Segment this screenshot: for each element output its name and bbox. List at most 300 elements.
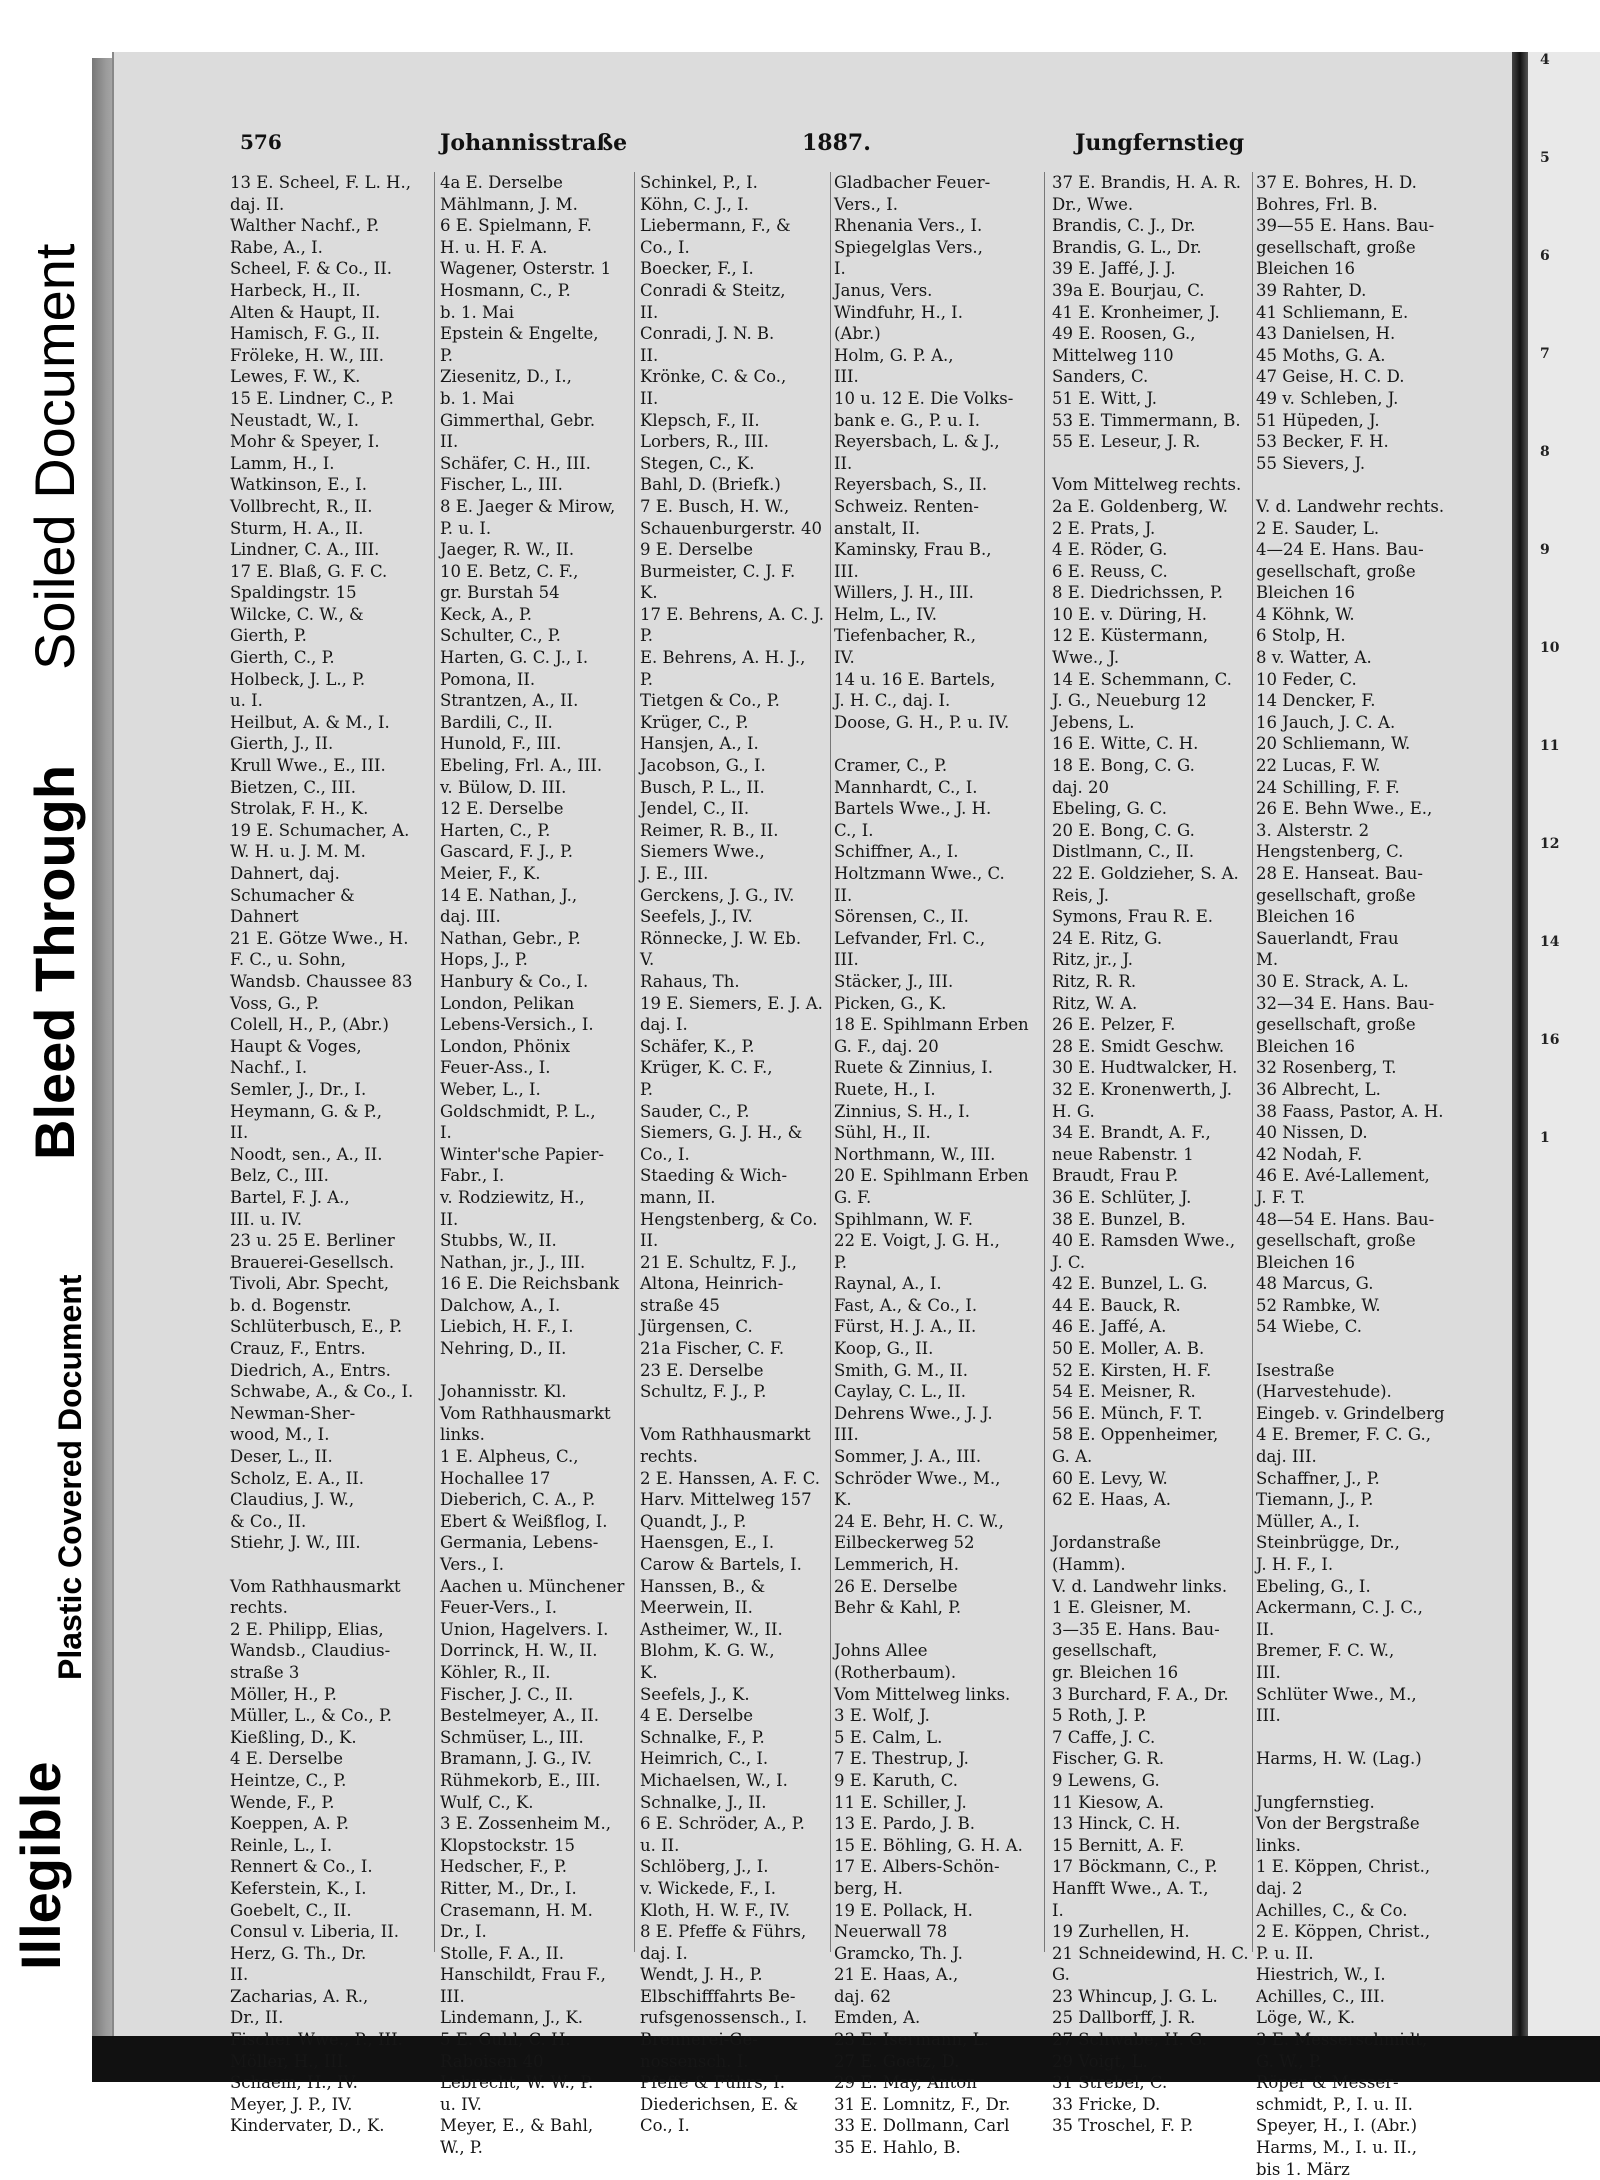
directory-line: Reimer, R. B., II. bbox=[640, 820, 779, 840]
directory-line: Caylay, C. L., II. bbox=[834, 1382, 967, 1402]
directory-line: 40 E. Ramsden Wwe., bbox=[1052, 1231, 1236, 1251]
directory-line: 54 E. Meisner, R. bbox=[1052, 1382, 1196, 1402]
directory-line: II. bbox=[440, 432, 459, 452]
directory-line: Wilcke, C. W., & bbox=[230, 604, 364, 624]
directory-line: Fast, A., & Co., I. bbox=[834, 1295, 978, 1315]
directory-line: London, Phönix bbox=[440, 1036, 571, 1056]
directory-line: Stäcker, J., III. bbox=[834, 971, 954, 991]
directory-line: Bardili, C., II. bbox=[440, 712, 553, 732]
directory-line: Helm, L., IV. bbox=[834, 604, 938, 624]
document-condition-stamp bbox=[0, 0, 92, 2177]
directory-line: Nathan, Gebr., P. bbox=[440, 928, 581, 948]
directory-line: Sauerlandt, Frau bbox=[1256, 928, 1399, 948]
directory-line: Steinbrügge, Dr., bbox=[1256, 1533, 1400, 1553]
directory-line: Achilles, C., III. bbox=[1256, 1986, 1385, 2006]
plastic-covered-label: Plastic Covered Document bbox=[52, 1274, 88, 1680]
directory-line: Hengstenberg, & Co. bbox=[640, 1209, 818, 1229]
directory-line: Dehrens Wwe., J. J. bbox=[834, 1403, 993, 1423]
directory-line: Goldschmidt, P. L., bbox=[440, 1101, 596, 1121]
directory-line: gesellschaft, große bbox=[1256, 885, 1416, 905]
directory-line: Klepsch, F., II. bbox=[640, 410, 760, 430]
directory-line: 19 E. Schumacher, A. bbox=[230, 820, 410, 840]
directory-line: I. bbox=[1052, 1900, 1064, 1920]
directory-line: Ruete & Zinnius, I. bbox=[834, 1058, 994, 1078]
directory-line: Ebeling, G. C. bbox=[1052, 799, 1167, 819]
directory-line: 41 Schliemann, E. bbox=[1256, 302, 1409, 322]
directory-line: Vom Rathhausmarkt bbox=[440, 1403, 611, 1423]
directory-line: Dahnert, daj. bbox=[230, 864, 340, 883]
directory-line: 28 E. Hanseat. Bau- bbox=[1256, 864, 1423, 883]
directory-line: 22 Lucas, F. W. bbox=[1256, 756, 1381, 776]
column-rule bbox=[634, 172, 635, 1952]
directory-line: P. bbox=[440, 345, 454, 365]
directory-line: 35 Troschel, F. P. bbox=[1052, 2116, 1194, 2136]
directory-line: Busch, P. L., II. bbox=[640, 777, 765, 797]
directory-line: Löge, W., K. bbox=[1256, 2008, 1356, 2028]
directory-line: Heymann, G. & P., bbox=[230, 1101, 382, 1121]
directory-line: III. bbox=[834, 1425, 859, 1445]
directory-line: Zacharias, A. R., bbox=[230, 1986, 369, 2006]
margin-number: 12 bbox=[1540, 836, 1560, 852]
directory-line: Schäfer, C. H., III. bbox=[440, 453, 591, 473]
directory-line: Blohm, K. G. W., bbox=[640, 1641, 775, 1661]
directory-line: 56 E. Münch, F. T. bbox=[1052, 1403, 1203, 1423]
directory-line: daj. 20 bbox=[1052, 777, 1110, 797]
directory-line: Ziesenitz, D., I., bbox=[440, 367, 572, 387]
directory-line: Möller, H., P. bbox=[230, 1684, 337, 1704]
directory-line: K. bbox=[640, 1662, 658, 1682]
directory-line: Aachen u. Münchener bbox=[440, 1576, 625, 1596]
directory-line: Dalchow, A., I. bbox=[440, 1295, 561, 1315]
directory-line: 51 E. Witt, J. bbox=[1052, 388, 1158, 408]
directory-line: 4 E. Röder, G. bbox=[1052, 540, 1168, 560]
directory-line: K. bbox=[640, 583, 658, 603]
directory-line: 27 E. Goetz, D. bbox=[834, 2051, 960, 2071]
directory-line: Zinnius, S. H., I. bbox=[834, 1101, 970, 1121]
directory-line: Keferstein, K., I. bbox=[230, 1878, 367, 1898]
directory-column-1 bbox=[230, 172, 430, 2136]
directory-line: III. bbox=[834, 950, 859, 970]
directory-line: Crasemann, H. M. bbox=[440, 1900, 593, 1920]
directory-line: wood, M., I. bbox=[230, 1425, 330, 1445]
directory-line: I. bbox=[834, 259, 846, 279]
directory-line: G. W., P. bbox=[1256, 2051, 1322, 2071]
directory-line: 42 E. Bunzel, L. G. bbox=[1052, 1274, 1208, 1294]
directory-line: Bleichen 16 bbox=[1256, 583, 1355, 603]
directory-line bbox=[834, 1619, 1034, 1641]
directory-line: Astheimer, W., II. bbox=[640, 1619, 783, 1639]
column-rule bbox=[830, 172, 831, 1952]
directory-line: Kloth, H. W. F., IV. bbox=[640, 1900, 791, 1920]
directory-line: Wende, F., P. bbox=[230, 1792, 335, 1812]
directory-line: Meier, F., K. bbox=[440, 864, 541, 883]
directory-line: Bleichen 16 bbox=[1256, 907, 1355, 927]
directory-line: 22 E. Goldzieher, S. A. bbox=[1052, 864, 1239, 883]
directory-line: Vom Mittelweg rechts. bbox=[1052, 475, 1242, 495]
directory-line: 55 E. Leseur, J. R. bbox=[1052, 432, 1201, 452]
directory-line: M. bbox=[1256, 950, 1279, 970]
directory-line: Feuer-Vers., I. bbox=[440, 1598, 557, 1618]
directory-line: Köhn, C. J., I. bbox=[640, 194, 749, 214]
directory-line: Bohres, Frl. B. bbox=[1256, 194, 1378, 214]
directory-line: Müller, A., I. bbox=[1256, 1511, 1360, 1531]
directory-line: links. bbox=[1256, 1835, 1301, 1855]
directory-line: Fröleke, H. W., III. bbox=[230, 345, 385, 365]
directory-line: 26 E. Pelzer, F. bbox=[1052, 1015, 1176, 1035]
directory-line: Fischer, L., III. bbox=[440, 475, 563, 495]
directory-line: Sörensen, C., II. bbox=[834, 907, 969, 927]
directory-line: Hochallee 17 bbox=[440, 1468, 551, 1488]
directory-line: Isestraße bbox=[1256, 1360, 1335, 1380]
directory-line: 5 E. Guhl, C. H. bbox=[440, 2030, 571, 2050]
directory-line: Neustadt, W., I. bbox=[230, 410, 360, 430]
directory-line: Northmann, W., III. bbox=[834, 1144, 996, 1164]
directory-line: 10 E. Betz, C. F., bbox=[440, 561, 579, 581]
directory-line: Ebeling, Frl. A., III. bbox=[440, 756, 603, 776]
directory-line: Symons, Frau R. E. bbox=[1052, 907, 1214, 927]
directory-line: Burmeister, C. J. F. bbox=[640, 561, 796, 581]
directory-line: Willers, J. H., III. bbox=[834, 583, 974, 603]
directory-line: Consul v. Liberia, II. bbox=[230, 1922, 399, 1942]
directory-line: Heintze, C., P. bbox=[230, 1770, 347, 1790]
directory-line: Von der Bergstraße bbox=[1256, 1814, 1420, 1834]
directory-line: Jordanstraße bbox=[1052, 1533, 1162, 1553]
directory-line: G. F. bbox=[834, 1187, 872, 1207]
directory-line: (Harvestehude). bbox=[1256, 1382, 1392, 1402]
directory-line: Rabe, A., I. bbox=[230, 237, 323, 257]
directory-line: 19 E. Pollack, H. bbox=[834, 1900, 973, 1920]
directory-line: Koeppen, A. P. bbox=[230, 1814, 349, 1834]
directory-line: Krull Wwe., E., III. bbox=[230, 756, 386, 776]
directory-line: Heilbut, A. & M., I. bbox=[230, 712, 390, 732]
directory-line: gesellschaft, große bbox=[1256, 1015, 1416, 1035]
directory-line bbox=[1256, 1338, 1456, 1360]
directory-line: 11 Kiesow, A. bbox=[1052, 1792, 1164, 1812]
directory-line: Fischer, G. R. bbox=[1052, 1749, 1165, 1769]
directory-line: 2 E. Hanssen, A. F. C. bbox=[640, 1468, 821, 1488]
directory-line: 47 Geise, H. C. D. bbox=[1256, 367, 1405, 387]
directory-line: J. H. C., daj. I. bbox=[834, 691, 951, 711]
directory-line: H. u. H. F. A. bbox=[440, 237, 548, 257]
directory-line: 8 E. Diedrichssen, P. bbox=[1052, 583, 1223, 603]
directory-line: P. bbox=[640, 669, 654, 689]
directory-line: 3. Alsterstr. 2 bbox=[1256, 820, 1370, 840]
directory-line: nossensch. I. bbox=[640, 2051, 749, 2071]
directory-line: gesellschaft, große bbox=[1256, 237, 1416, 257]
directory-line: Seefels, J., IV. bbox=[640, 907, 753, 927]
directory-line: Wulf, C., K. bbox=[440, 1792, 534, 1812]
directory-line: 43 Danielsen, H. bbox=[1256, 324, 1396, 344]
directory-line: 37 E. Bohres, H. D. bbox=[1256, 173, 1417, 192]
directory-line: Jürgensen, C. bbox=[640, 1317, 753, 1337]
directory-line: V. d. Landwehr links. bbox=[1052, 1576, 1228, 1596]
directory-line: 21 E. Haas, A., bbox=[834, 1965, 959, 1985]
directory-line: 46 E. Jaffé, A. bbox=[1052, 1317, 1167, 1337]
right-street-heading: Jungfernstieg bbox=[1075, 130, 1245, 156]
directory-line: 36 Albrecht, L. bbox=[1256, 1079, 1381, 1099]
directory-line: Bietzen, C., III. bbox=[230, 777, 356, 797]
directory-line: Hunold, F., III. bbox=[440, 734, 562, 754]
directory-line: 17 E. Behrens, A. C. J. bbox=[640, 604, 825, 624]
directory-line: Alten & Haupt, II. bbox=[230, 302, 381, 322]
directory-line: Conradi, J. N. B. bbox=[640, 324, 775, 344]
directory-line: 35 E. Hahlo, B. bbox=[834, 2138, 961, 2158]
directory-line: Schaffner, J., P. bbox=[1256, 1468, 1380, 1488]
directory-line: daj. II. bbox=[230, 194, 285, 214]
directory-line: mann, II. bbox=[640, 1187, 716, 1207]
directory-line: 48—54 E. Hans. Bau- bbox=[1256, 1209, 1435, 1229]
directory-line: G. F., daj. 20 bbox=[834, 1036, 939, 1056]
directory-line: IV. bbox=[834, 648, 855, 668]
directory-line: Reis, J. bbox=[1052, 885, 1110, 905]
directory-line: Bahl, D. (Briefk.) bbox=[640, 475, 781, 495]
page-gutter bbox=[1512, 52, 1528, 2037]
directory-line: 55 Sievers, J. bbox=[1256, 453, 1366, 473]
directory-line: Hanfft Wwe., A. T., bbox=[1052, 1878, 1209, 1898]
directory-line: 23 Whincup, J. G. L. bbox=[1052, 1986, 1218, 2006]
directory-line: Brandis, G. L., Dr. bbox=[1052, 237, 1202, 257]
directory-line: Meyer, E., & Bahl, bbox=[440, 2116, 594, 2136]
directory-line: 19 E. Siemers, E. J. A. bbox=[640, 993, 823, 1013]
directory-line: 4 E. Derselbe bbox=[230, 1749, 343, 1769]
directory-line: Harms, M., I. u. II., bbox=[1256, 2138, 1417, 2158]
directory-line: Co., I. bbox=[640, 1144, 690, 1164]
directory-line: Brennerei-Ge- bbox=[640, 2030, 758, 2050]
directory-line: Diederichsen, E. & bbox=[640, 2094, 799, 2114]
directory-line: Wandsb., Claudius- bbox=[230, 1641, 391, 1661]
directory-line: 60 E. Levy, W. bbox=[1052, 1468, 1168, 1488]
directory-line: Gramcko, Th. J. bbox=[834, 1943, 963, 1963]
directory-line: (Abr.) bbox=[834, 324, 881, 344]
directory-line: 32 Rosenberg, T. bbox=[1256, 1058, 1397, 1078]
directory-line: Lindner, C. A., III. bbox=[230, 540, 380, 560]
directory-line: 12 E. Derselbe bbox=[440, 799, 564, 819]
directory-line: V. bbox=[640, 950, 655, 970]
directory-line: Ruete, H., I. bbox=[834, 1079, 936, 1099]
directory-line: Bartel, F. J. A., bbox=[230, 1187, 350, 1207]
directory-line: III. bbox=[440, 1986, 465, 2006]
directory-line: Lebrecht, W. W., P. bbox=[440, 2073, 594, 2093]
directory-line: Krüger, C., P. bbox=[640, 712, 749, 732]
directory-line: Siemers, G. J. H., & bbox=[640, 1123, 803, 1143]
directory-line: Schumacher & bbox=[230, 885, 355, 905]
directory-column-5 bbox=[1052, 172, 1250, 2136]
directory-line: 9 Lewens, G. bbox=[1052, 1770, 1160, 1790]
directory-line: Harten, G. C. J., I. bbox=[440, 648, 589, 668]
directory-line: 39a E. Bourjau, C. bbox=[1052, 280, 1205, 300]
directory-line: Colell, H., P., (Abr.) bbox=[230, 1015, 389, 1035]
directory-line: 34 E. Brandt, A. F., bbox=[1052, 1123, 1211, 1143]
directory-line: 42 Nodah, F. bbox=[1256, 1144, 1363, 1164]
directory-line: Haensgen, E., I. bbox=[640, 1533, 775, 1553]
directory-line: 1 E. Alpheus, C., bbox=[440, 1447, 579, 1467]
directory-line: Hansjen, A., I. bbox=[640, 734, 759, 754]
directory-line: Jebens, L. bbox=[1052, 712, 1135, 732]
directory-line: 23 u. 25 E. Berliner bbox=[230, 1231, 395, 1251]
directory-line: Schlöberg, J., I. bbox=[640, 1857, 769, 1877]
directory-line: 1 E. Köppen, Christ., bbox=[1256, 1857, 1431, 1877]
directory-line: b. d. Bogenstr. bbox=[230, 1295, 352, 1315]
directory-line: Liebich, H. F., I. bbox=[440, 1317, 574, 1337]
directory-line: Quandt, J., P. bbox=[640, 1511, 747, 1531]
directory-line: G. bbox=[1052, 1965, 1070, 1985]
directory-line: Stegen, C., K. bbox=[640, 453, 755, 473]
directory-line: Ritter, M., Dr., I. bbox=[440, 1878, 577, 1898]
directory-line: Bestelmeyer, A., II. bbox=[440, 1706, 600, 1726]
directory-line: Stiehr, J. W., III. bbox=[230, 1533, 361, 1553]
directory-line: 4—24 E. Hans. Bau- bbox=[1256, 540, 1424, 560]
directory-line: Sauder, C., P. bbox=[640, 1101, 750, 1121]
margin-number: 14 bbox=[1540, 934, 1560, 950]
directory-column-2 bbox=[440, 172, 630, 2158]
directory-line: 5 E. Calm, L. bbox=[834, 1727, 943, 1747]
directory-line: 39—55 E. Hans. Bau- bbox=[1256, 216, 1435, 236]
directory-line: b. 1. Mai bbox=[440, 302, 515, 322]
directory-line: C., I. bbox=[834, 820, 874, 840]
directory-line: 29 Voigt, L. bbox=[1052, 2051, 1148, 2071]
directory-line: W. H. u. J. M. M. bbox=[230, 842, 366, 862]
directory-line: Boecker, F., I. bbox=[640, 259, 754, 279]
directory-line: 24 E. Behr, H. C. W., bbox=[834, 1511, 1004, 1531]
directory-line bbox=[640, 1403, 828, 1425]
directory-line: W., P. bbox=[440, 2138, 483, 2158]
directory-line: (Hamm). bbox=[1052, 1555, 1126, 1574]
directory-line: Mohr & Speyer, I. bbox=[230, 432, 380, 452]
directory-line: gesellschaft, große bbox=[1256, 561, 1416, 581]
directory-line: links. bbox=[440, 1425, 485, 1445]
directory-line bbox=[834, 733, 1034, 755]
directory-line: u. IV. bbox=[440, 2094, 482, 2114]
directory-line: 15 E. Lindner, C., P. bbox=[230, 388, 394, 408]
directory-line: 22 E. Voigt, J. G. H., bbox=[834, 1231, 1000, 1251]
directory-line: Schmüser, L., III. bbox=[440, 1727, 584, 1747]
directory-line: Hosmann, C., P. bbox=[440, 280, 571, 300]
facing-page-margin-numbers bbox=[1540, 52, 1600, 2037]
directory-line: Tiefenbacher, R., bbox=[834, 626, 977, 646]
margin-number: 1 bbox=[1540, 1130, 1550, 1146]
directory-line: Holbeck, J. L., P. bbox=[230, 669, 366, 689]
directory-line: Sühl, H., II. bbox=[834, 1123, 931, 1143]
directory-line: Schaem, H., IV. bbox=[230, 2073, 358, 2093]
directory-line: 3 E. Wolf, J. bbox=[834, 1706, 930, 1726]
directory-line: 31 E. Lomnitz, F., Dr. bbox=[834, 2094, 1011, 2114]
directory-line: Ackermann, C. J. C., bbox=[1256, 1598, 1423, 1618]
directory-line: daj. 2 bbox=[1256, 1878, 1303, 1898]
directory-line: Kießling, D., K. bbox=[230, 1727, 357, 1747]
directory-line: 2 E. Köppen, Christ., bbox=[1256, 1922, 1431, 1942]
directory-line: Wwe., J. bbox=[1052, 648, 1120, 668]
directory-line: Nachf., I. bbox=[230, 1058, 308, 1078]
directory-line: Doose, G. H., P. u. IV. bbox=[834, 712, 1010, 732]
directory-line: Neuerwall 78 bbox=[834, 1922, 948, 1942]
directory-line: Goebelt, C., II. bbox=[230, 1900, 352, 1920]
directory-line: 9 E. Derselbe bbox=[640, 540, 753, 560]
directory-line: bis 1. März bbox=[1256, 2159, 1350, 2179]
directory-line: Johannisstr. Kl. bbox=[440, 1382, 567, 1402]
directory-line: Raynal, A., I. bbox=[834, 1274, 942, 1294]
directory-line: Harms, H. W. (Lag.) bbox=[1256, 1749, 1422, 1769]
margin-number: 16 bbox=[1540, 1032, 1560, 1048]
directory-line: Schnalke, F., P. bbox=[640, 1727, 765, 1747]
directory-line: G. A. bbox=[1052, 1447, 1093, 1467]
directory-line: 7 E. Thestrup, J. bbox=[834, 1749, 969, 1769]
directory-line: Lemmerich, H. bbox=[834, 1555, 959, 1574]
directory-line bbox=[440, 1360, 630, 1382]
directory-line: 19 Zurhellen, H. bbox=[1052, 1922, 1190, 1942]
directory-line: 17 Böckmann, C., P. bbox=[1052, 1857, 1218, 1877]
directory-line: Keck, A., P. bbox=[440, 604, 533, 624]
directory-line: 24 E. Ritz, G. bbox=[1052, 928, 1163, 948]
page-header bbox=[240, 130, 1460, 166]
directory-line: 13 E. Pardo, J. B. bbox=[834, 1814, 976, 1834]
directory-line: 44 E. Bauck, R. bbox=[1052, 1295, 1181, 1315]
directory-line: Picken, G., K. bbox=[834, 993, 947, 1013]
directory-line: Voss, G., P. bbox=[230, 993, 320, 1013]
directory-line: 20 Schliemann, W. bbox=[1256, 734, 1411, 754]
directory-line: Kindervater, D., K. bbox=[230, 2116, 385, 2136]
directory-line: Raboisen 40 bbox=[440, 2051, 544, 2071]
directory-line: 3 Burchard, F. A., Dr. bbox=[1052, 1684, 1229, 1704]
directory-line: Haupt & Voges, bbox=[230, 1036, 362, 1056]
directory-line: Stolle, F. A., II. bbox=[440, 1943, 564, 1963]
directory-line: gesellschaft, große bbox=[1256, 1231, 1416, 1251]
directory-line: Ritz, R. R. bbox=[1052, 971, 1137, 991]
directory-line: rechts. bbox=[230, 1598, 288, 1618]
directory-line: Altona, Heinrich- bbox=[640, 1274, 784, 1294]
directory-line: 4 E. Bremer, F. C. G., bbox=[1256, 1425, 1432, 1445]
directory-line: H. G. bbox=[1052, 1101, 1095, 1121]
illegible-label: Illegible bbox=[9, 1761, 72, 1970]
directory-line: gesellschaft, bbox=[1052, 1641, 1158, 1661]
directory-line: 4 E. Derselbe bbox=[640, 1706, 753, 1726]
directory-line: J. E., III. bbox=[640, 864, 709, 883]
soiled-document-label: Soiled Document bbox=[23, 243, 86, 670]
directory-line: 13 Hinck, C. H. bbox=[1052, 1814, 1181, 1834]
directory-line: Hanssen, B., & bbox=[640, 1576, 766, 1596]
directory-line: 6 E. Reuss, C. bbox=[1052, 561, 1168, 581]
directory-line: 52 Rambke, W. bbox=[1256, 1295, 1381, 1315]
directory-line: Lewes, F. W., K. bbox=[230, 367, 361, 387]
directory-line: 3 E. Zossenheim M., bbox=[440, 1814, 611, 1834]
directory-line: Bleichen 16 bbox=[1256, 259, 1355, 279]
directory-line: P. bbox=[640, 626, 654, 646]
directory-line: 21 E. Götze Wwe., H. bbox=[230, 928, 409, 948]
directory-line: 14 E. Schemmann, C. bbox=[1052, 669, 1232, 689]
directory-line: gr. Burstah 54 bbox=[440, 583, 560, 603]
column-rule bbox=[434, 172, 435, 1952]
directory-line: Ebeling, G., I. bbox=[1256, 1576, 1371, 1596]
directory-line: Kaminsky, Frau B., bbox=[834, 540, 992, 560]
directory-line: Claudius, J. W., bbox=[230, 1490, 355, 1510]
directory-line: 50 E. Moller, A. B. bbox=[1052, 1339, 1205, 1359]
directory-line: 31 Strebel, C. bbox=[1052, 2073, 1168, 2093]
directory-line: Rönnecke, J. W. Eb. bbox=[640, 928, 802, 948]
directory-line: Hanbury & Co., I. bbox=[440, 971, 589, 991]
directory-line: III. bbox=[834, 367, 859, 387]
directory-line: P. u. I. bbox=[440, 518, 492, 538]
directory-line: Emden, A. bbox=[834, 2008, 921, 2028]
directory-line: Hengstenberg, C. bbox=[1256, 842, 1404, 862]
directory-line: Rahaus, Th. bbox=[640, 971, 740, 991]
directory-line: II. bbox=[640, 345, 659, 365]
directory-line: Vollbrecht, R., II. bbox=[230, 496, 373, 516]
directory-line: 14 u. 16 E. Bartels, bbox=[834, 669, 996, 689]
directory-line: Stubbs, W., II. bbox=[440, 1231, 557, 1251]
directory-line: II. bbox=[230, 1123, 249, 1143]
directory-line: Strolak, F. H., K. bbox=[230, 799, 369, 819]
directory-line: daj. 62 bbox=[834, 1986, 892, 2006]
directory-line: Union, Hagelvers. I. bbox=[440, 1619, 609, 1639]
